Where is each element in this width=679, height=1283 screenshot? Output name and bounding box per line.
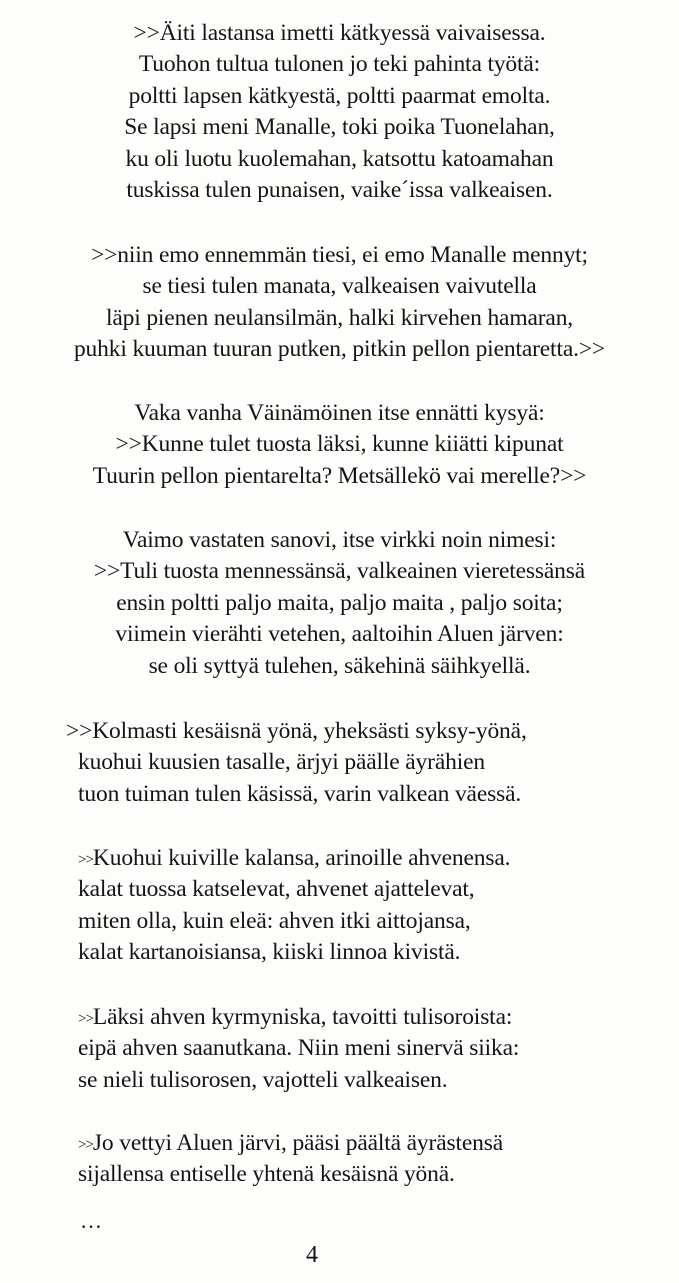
verse-line: puhki kuuman tuuran putken, pitkin pellon pientaretta.>>: [73, 336, 606, 363]
verse-line: Tuurin pellon pientarelta? Metsällekö vai merelle?>>: [92, 462, 587, 489]
verse-line: kuohui kuusien tasalle, ärjyi päälle äyrähien: [78, 749, 485, 776]
stanza-1: [0, 18, 679, 206]
verse-line-text: Jo vettyi Aluen järvi, pääsi päältä äyrästensä: [92, 1130, 504, 1156]
stanza-2: [0, 240, 679, 366]
verse-line: Se lapsi meni Manalle, toki poika Tuonelahan,: [124, 114, 555, 141]
verse-line: >>Kolmasti kesäisnä yönä, yheksästi syksy-yönä,: [66, 718, 527, 744]
stanza-8: [78, 1128, 668, 1191]
verse-line: läpi pienen neulansilmän, halki kirvehen hamaran,: [105, 304, 574, 331]
verse-line: se oli syttyä tulehen, säkehinä säihkyellä.: [148, 652, 531, 679]
verse-line: tuon tuiman tulen käsissä, varin valkean väessä.: [78, 780, 522, 807]
verse-line: miten olla, kuin eleä: ahven itki aittojansa,: [78, 907, 471, 934]
verse-line: [78, 1128, 668, 1159]
page-number: 4: [306, 1242, 318, 1268]
verse-line: kalat kartanoisiansa, kiiski linnoa kivistä.: [78, 939, 461, 966]
verse-line: ensin poltti paljo maita, paljo maita , paljo soita;: [116, 589, 563, 616]
verse-line: >>Tuli tuosta mennessänsä, valkeainen vieretessänsä: [93, 558, 586, 585]
verse-line: >>Äiti lastansa imetti kätkyessä vaivaisessa.: [133, 20, 546, 46]
verse-line: >>Kunne tulet tuosta läksi, kunne kiiätti kipunat: [115, 431, 564, 458]
quote-marker: >>: [78, 1137, 93, 1153]
verse-line: [78, 1002, 668, 1033]
verse-line: Vaka vanha Väinämöinen itse ennätti kysyä:: [134, 400, 545, 426]
stanza-3: [0, 398, 679, 492]
verse-line: Vaimo vastaten sanovi, itse virkki noin nimesi:: [122, 527, 557, 553]
verse-line-text: Kuohui kuiville kalansa, arinoille ahvenensa.: [92, 845, 511, 871]
verse-line: [78, 843, 668, 874]
ellipsis: …: [80, 1208, 104, 1233]
verse-line: poltti lapsen kätkyestä, poltti paarmat emolta.: [128, 82, 551, 109]
verse-line: sijallensa entiselle yhtenä kesäisnä yönä.: [78, 1161, 455, 1188]
verse-line: Tuohon tultua tulonen jo teki pahinta työtä:: [138, 51, 541, 78]
stanza-4: [0, 525, 679, 682]
verse-line: ku oli luotu kuolemahan, katsottu katoamahan: [125, 145, 554, 172]
verse-line: eipä ahven saanutkana. Niin meni sinervä siika:: [78, 1035, 520, 1062]
verse-line: kalat tuossa katselevat, ahvenet ajattelevat,: [78, 876, 475, 903]
verse-line: tuskissa tulen punaisen, vaike´issa valkeaisen.: [126, 176, 553, 203]
stanza-7: [78, 1002, 668, 1096]
verse-line: se nieli tulisorosen, vajotteli valkeaisen.: [78, 1066, 448, 1093]
quote-marker: >>: [78, 1011, 93, 1027]
verse-line: se tiesi tulen manata, valkeaisen vaivutella: [142, 273, 537, 300]
verse-line: >>niin emo ennemmän tiesi, ei emo Manalle mennyt;: [91, 242, 588, 268]
quote-marker: >>: [78, 852, 93, 868]
stanza-5: [66, 716, 666, 810]
stanza-6: [78, 843, 668, 969]
verse-line: viimein vierähti vetehen, aaltoihin Aluen järven:: [115, 621, 564, 648]
verse-line-text: Läksi ahven kyrmyniska, tavoitti tulisoroista:: [92, 1004, 513, 1030]
